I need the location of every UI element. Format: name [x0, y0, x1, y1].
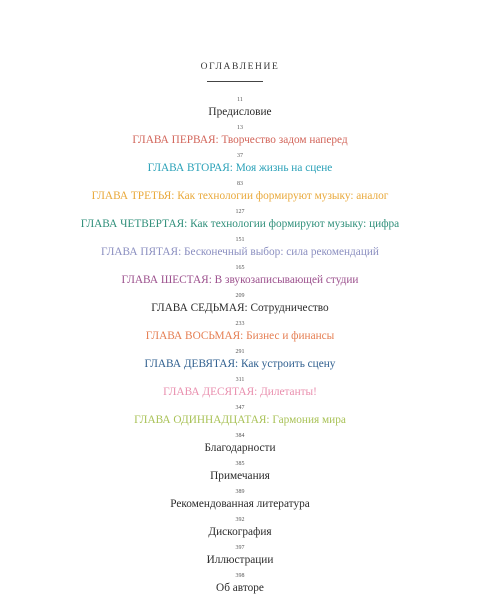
toc-entry-page-number: 398: [235, 573, 245, 579]
toc-entry[interactable]: [0, 432, 480, 460]
toc-entry-title: ГЛАВА ТРЕТЬЯ: Как технологии формируют музыку: аналог: [91, 190, 389, 202]
toc-entry-page-number: 127: [235, 209, 245, 215]
toc-entry-title: ГЛАВА СЕДЬМАЯ: Сотрудничество: [151, 302, 329, 314]
toc-entry[interactable]: [0, 376, 480, 404]
toc-entry-page-number: 37: [237, 153, 243, 159]
toc-entry-title: Об авторе: [216, 582, 264, 594]
toc-entry[interactable]: [0, 264, 480, 292]
toc-entry-page-number: 389: [235, 489, 245, 495]
toc-entry[interactable]: [0, 516, 480, 544]
toc-entry-title: ГЛАВА ВТОРАЯ: Моя жизнь на сцене: [147, 162, 333, 174]
toc-entry[interactable]: [0, 152, 480, 180]
toc-entry-page-number: 11: [237, 97, 243, 103]
toc-entry-title: Рекомендованная литература: [170, 498, 310, 510]
toc-entry-page-number: 385: [235, 461, 245, 467]
toc-entry-page-number: 151: [235, 237, 245, 243]
toc-entry-page-number: 311: [235, 377, 245, 383]
toc-entry-page-number: 291: [235, 349, 245, 355]
toc-entry[interactable]: [0, 124, 480, 152]
toc-entry-title: ГЛАВА ОДИННАДЦАТАЯ: Гармония мира: [134, 414, 346, 426]
toc-entry-page-number: 384: [235, 433, 245, 439]
toc-entry-title: Иллюстрации: [206, 554, 274, 566]
toc-entry[interactable]: [0, 292, 480, 320]
toc-entry-page-number: 392: [235, 517, 245, 523]
toc-entry-page-number: 233: [235, 321, 245, 327]
toc-entry[interactable]: [0, 180, 480, 208]
toc-entry[interactable]: [0, 404, 480, 432]
toc-entry-title: ГЛАВА ВОСЬМАЯ: Бизнес и финансы: [145, 330, 335, 342]
toc-entry[interactable]: [0, 208, 480, 236]
toc-entry-page-number: 165: [235, 265, 245, 271]
toc-entry-page-number: 347: [235, 405, 245, 411]
toc-entry-title: Предисловие: [208, 106, 272, 118]
toc-list: [0, 96, 480, 600]
toc-entry[interactable]: [0, 320, 480, 348]
toc-entry-title: Примечания: [210, 470, 270, 482]
toc-entry[interactable]: [0, 544, 480, 572]
toc-entry-page-number: 13: [237, 125, 243, 131]
toc-entry[interactable]: [0, 488, 480, 516]
toc-entry-page-number: 397: [235, 545, 245, 551]
toc-entry-title: ГЛАВА ЧЕТВЕРТАЯ: Как технологии формируют музыку: цифра: [80, 218, 400, 230]
toc-entry-page-number: 209: [235, 293, 245, 299]
toc-entry[interactable]: [0, 348, 480, 376]
toc-entry-title: ГЛАВА ДЕВЯТАЯ: Как устроить сцену: [144, 358, 336, 370]
toc-entry-title: ГЛАВА ПЯТАЯ: Бесконечный выбор: сила рекомендаций: [101, 246, 379, 258]
toc-entry[interactable]: [0, 96, 480, 124]
toc-entry[interactable]: [0, 460, 480, 488]
toc-entry[interactable]: [0, 236, 480, 264]
toc-heading: ОГЛАВЛЕНИЕ: [200, 62, 280, 72]
heading-divider: [207, 81, 263, 82]
toc-entry-title: ГЛАВА ПЕРВАЯ: Творчество задом наперед: [132, 134, 348, 146]
toc-entry-title: Благодарности: [204, 442, 276, 454]
toc-entry-page-number: 83: [237, 181, 243, 187]
toc-entry-title: Дискография: [208, 526, 272, 538]
toc-entry-title: ГЛАВА ДЕСЯТАЯ: Дилетанты!: [163, 386, 317, 398]
toc-entry-title: ГЛАВА ШЕСТАЯ: В звукозаписывающей студии: [121, 274, 359, 286]
toc-entry[interactable]: [0, 572, 480, 600]
